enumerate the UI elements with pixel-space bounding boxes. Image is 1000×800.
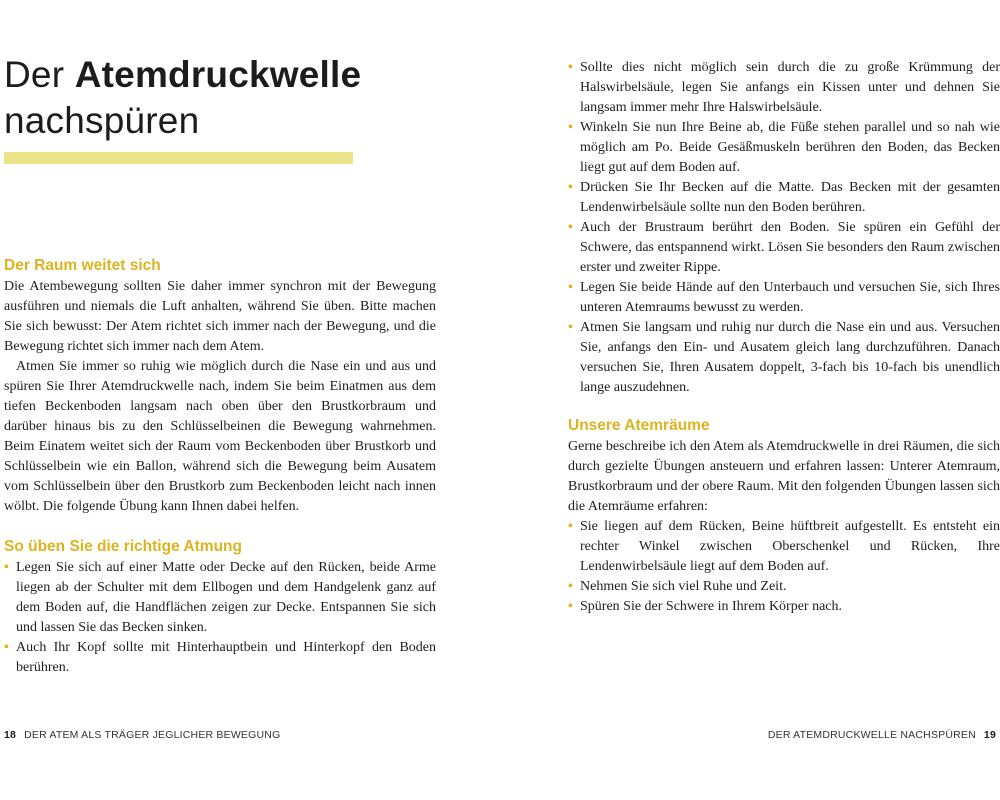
section-atemraeume [568,416,1000,617]
right-page [500,0,1000,800]
section-body [4,277,436,517]
section-raum-weitet-sich [4,256,436,517]
footer-left [4,729,280,741]
page-title [4,52,361,144]
exercise-steps-continued [568,58,1000,398]
list-item: • Drücken Sie Ihr Becken auf die Matte. Das Becken mit der gesamten Lendenwirbelsäule sollte nun den Boden berühren. [568,178,1000,218]
list-item: • Atmen Sie langsam und ruhig nur durch die Nase ein und aus. Versuchen Sie, anfangs den Ein- und Ausatem gleich lang durchzuführen. Danach versuchen Sie, Ihren Ausatem doppelt, 3-fach bis 10-fach bis unendlich lange auszudehnen. [568,318,1000,398]
title-bold: Atemdruckwelle [74,54,362,95]
bullet-list [568,58,1000,398]
title-highlight-bar [4,152,353,164]
list-item: • Spüren Sie der Schwere in Ihrem Körper nach. [568,597,1000,617]
paragraph: Gerne beschreibe ich den Atem als Atemdruckwelle in drei Räumen, die sich durch gezielte Übungen ansteuern und erfahren lassen: Unterer Atemraum, Brustkorbraum und der obere Raum. Mit den folgenden Übungen lassen sich die Atemräume erfahren: [568,439,1000,514]
running-head: DER ATEM ALS TRÄGER JEGLICHER BEWEGUNG [24,729,281,741]
bullet-list [568,517,1000,617]
section-heading: Der Raum weitet sich [4,257,161,274]
list-item: • Legen Sie sich auf einer Matte oder Decke auf den Rücken, beide Arme liegen ab der Schulter mit dem Ellbogen und dem Handgelenk ganz auf dem Boden auf, die Handflächen zeigen zur Decke. Entspannen Sie sich und lassen Sie das Becken sinken. [4,558,436,638]
page-number: 19 [983,729,996,741]
title-regular: Der [4,54,65,95]
bullet-list [4,558,436,678]
list-item: • Legen Sie beide Hände auf den Unterbauch und versuchen Sie, sich Ihres unteren Atemraums bewusst zu werden. [568,278,1000,318]
footer-right [768,729,996,741]
list-item: • Winkeln Sie nun Ihre Beine ab, die Füße stehen parallel und so nah wie möglich am Po. Beide Gesäßmuskeln berühren den Boden, das Becken liegt gut auf dem Boden auf. [568,118,1000,178]
list-item: • Sie liegen auf dem Rücken, Beine hüftbreit aufgestellt. Es entsteht ein rechter Winkel zwischen Oberschenkel und Rücken, Ihre Lendenwirbelsäule liegt auf dem Boden auf. [568,517,1000,577]
list-item: • Auch der Brustraum berührt den Boden. Sie spüren ein Gefühl der Schwere, das entspannend wirkt. Lösen Sie besonders den Raum zwischen erster und zweiter Rippe. [568,218,1000,278]
section-body [568,437,1000,517]
list-item: • Nehmen Sie sich viel Ruhe und Zeit. [568,577,1000,597]
paragraph: Die Atembewegung sollten Sie daher immer synchron mit der Bewegung ausführen und niemals die Luft anhalten, während Sie üben. Bitte machen Sie sich bewusst: Der Atem richtet sich immer nach der Bewegung, und die Bewegung richtet sich immer nach dem Atem. [4,279,436,354]
list-item: • Sollte dies nicht möglich sein durch die zu große Krümmung der Halswirbelsäule, legen Sie anfangs ein Kissen unter und dehnen Sie langsam immer mehr Ihre Halswirbelsäule. [568,58,1000,118]
list-item: • Auch Ihr Kopf sollte mit Hinterhauptbein und Hinterkopf den Boden berühren. [4,638,436,678]
section-heading: Unsere Atemräume [568,417,710,434]
running-head: DER ATEMDRUCKWELLE NACHSPÜREN [767,729,976,741]
section-richtige-atmung [4,537,436,678]
page-number: 18 [4,729,17,741]
section-heading: So üben Sie die richtige Atmung [4,538,242,555]
title-line2: nachspüren [4,100,200,141]
paragraph: Atmen Sie immer so ruhig wie möglich durch die Nase ein und aus und spüren Sie Ihrer Atemdruckwelle nach, indem Sie beim Einatmen aus dem tiefen Beckenboden langsam nach oben über den Brustkorbraum und darüber hinaus bis zu den Schlüsselbeinen die Bewegung wahrnehmen. Beim Einatem weitet sich der Raum vom Beckenboden über Brustkorb und Schlüsselbein wie ein Ballon, während sich die Bewegung beim Ausatem vom Schlüsselbein über den Brustkorb zum Beckenboden leicht nach innen wölbt. Die folgende Übung kann Ihnen dabei helfen. [4,359,436,514]
